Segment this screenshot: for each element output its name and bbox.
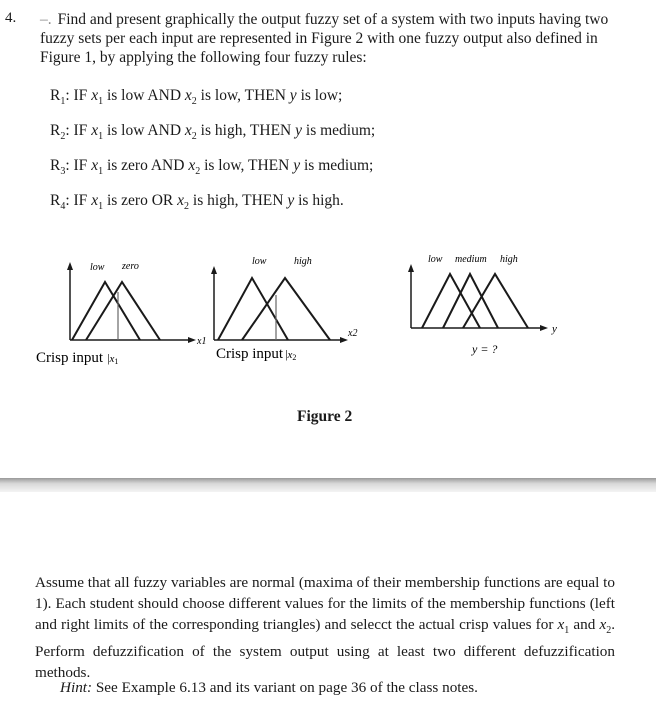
hint-text: See Example 6.13 and its variant on page 36 of the class notes. xyxy=(92,679,478,696)
output-medium-label: medium xyxy=(455,254,487,265)
input2-x-arrow xyxy=(340,337,348,343)
input1-zero-label: zero xyxy=(122,261,139,272)
rules-list xyxy=(50,87,375,227)
rule-text: : IF xyxy=(65,192,92,209)
output-high-triangle xyxy=(463,274,528,328)
figure-caption: Figure 2 xyxy=(297,408,353,425)
input1-x-arrow xyxy=(188,337,196,343)
output-low-triangle xyxy=(422,274,480,328)
rule-text: : IF xyxy=(65,87,92,104)
rule-3: $R_3$: IF $x_1$ is zero AND $x_2$ is low, THEN y is medium; xyxy=(50,157,374,178)
output-low-label: low xyxy=(428,254,443,265)
output-x-arrow xyxy=(540,325,548,331)
output-axis-label: y xyxy=(552,323,557,335)
rule-1: $R_1$: IF $x_1$ is low AND $x_2$ is low, THEN y is low; xyxy=(50,87,343,108)
input2-axis-label: x2 xyxy=(348,328,358,339)
input2-high-triangle xyxy=(242,278,330,340)
input1-low-label: low xyxy=(90,262,105,273)
input2-low-label: low xyxy=(252,256,267,267)
input2-plot xyxy=(211,266,348,343)
output-y-arrow xyxy=(408,264,414,272)
question-number: 4. xyxy=(5,10,17,26)
output-caption: y = ? xyxy=(472,342,498,356)
rule-2: $R_2$: IF $x_1$ is low AND $x_2$ is high, THEN y is medium; xyxy=(50,122,376,143)
output-plot xyxy=(408,264,548,331)
input2-high-label: high xyxy=(294,256,312,267)
hint-line xyxy=(60,679,478,697)
problem-intro xyxy=(40,10,625,67)
intro-mark: –. xyxy=(40,11,52,28)
input2-y-arrow xyxy=(211,266,217,274)
input1-axis-label: x1 xyxy=(197,336,207,347)
membership-functions-diagram xyxy=(0,240,656,420)
figure-2 xyxy=(0,240,656,420)
input1-plot xyxy=(67,262,196,343)
input1-low-triangle xyxy=(72,282,140,340)
assumption-paragraph: Assume that all fuzzy variables are normal (maxima of their membership functions are equal to 1). Each student should choose different values for the limits of the membership functions (left and right limits of the corresponding triangles) and selecct the actual crisp values for $x_1$ and $x_2$. Perform defuzzification of the system output using at least two different defuzzification methods. xyxy=(35,574,615,682)
input1-y-arrow xyxy=(67,262,73,270)
hint-label: Hint: xyxy=(60,679,93,696)
page-divider xyxy=(0,478,656,492)
output-high-label: high xyxy=(500,254,518,265)
rule-text: : IF xyxy=(65,122,92,139)
intro-text: Find and present graphically the output fuzzy set of a system with two inputs having two fuzzy sets per each input are represented in Figure 2 with one fuzzy output also defined in Figure 1, by applying the following four fuzzy rules: xyxy=(40,11,609,66)
rule-4: $R_4$: IF $x_1$ is zero OR $x_2$ is high, THEN y is high. xyxy=(50,192,344,213)
input1-caption: Crisp input |x1 xyxy=(36,350,119,366)
input2-caption: Crisp input |x2 xyxy=(216,346,297,362)
rule-text: : IF xyxy=(65,157,92,174)
